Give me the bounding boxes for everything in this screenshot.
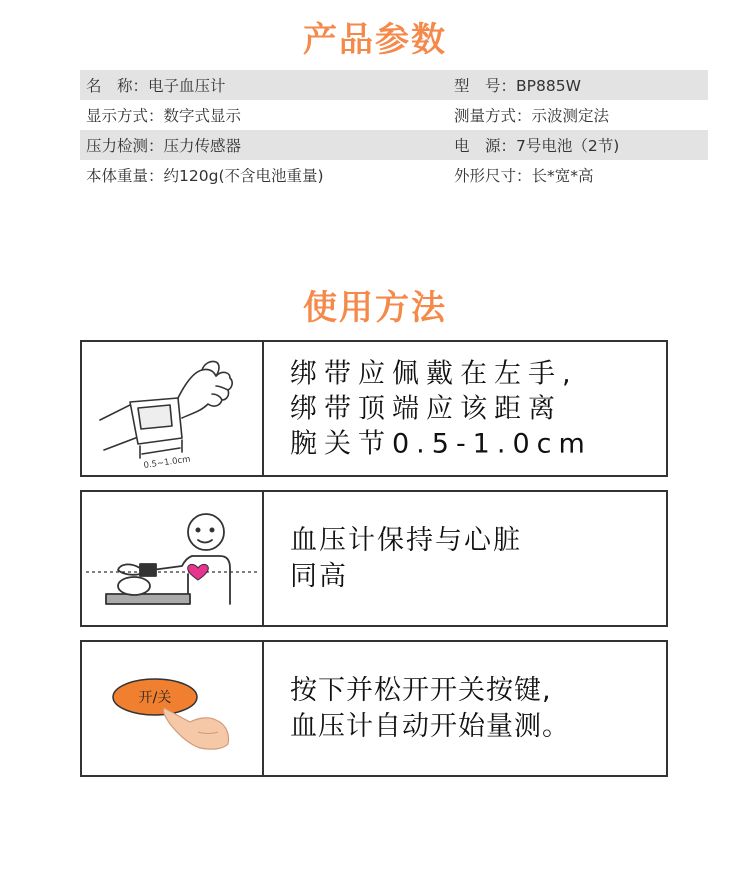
spec-label: 显示方式： <box>86 107 164 125</box>
step-2-text: 血压计保持与心脏 同高 <box>290 524 522 592</box>
step-3-box <box>80 640 668 777</box>
heart-level-illustration <box>82 492 264 625</box>
spec-value: 示波测定法 <box>531 107 610 125</box>
spec-label: 压力检测： <box>86 137 164 155</box>
spec-value: BP885W <box>516 77 581 95</box>
params-title: 产品参数 <box>303 20 447 60</box>
step-1-box <box>80 340 668 477</box>
spec-value: 压力传感器 <box>163 137 242 155</box>
step-1-text: 绑带应佩戴在左手, 绑带顶端应该距离 腕关节0.5-1.0cm <box>290 358 592 459</box>
wrist-cuff-illustration <box>82 342 264 475</box>
spec-label: 型 号： <box>454 77 517 95</box>
spec-value: 约120g(不含电池重量) <box>163 167 324 185</box>
heart-icon <box>188 564 209 580</box>
spec-row <box>80 70 708 100</box>
spec-row <box>80 160 708 190</box>
step-3-text: 按下并松开开关按键, 血压计自动开始量测。 <box>290 674 570 742</box>
power-button-illustration <box>82 642 264 775</box>
spec-label: 本体重量： <box>86 167 164 185</box>
spec-value: 电子血压计 <box>148 77 226 95</box>
distance-label: 0.5~1.0cm <box>143 454 192 471</box>
spec-table <box>80 70 708 190</box>
spec-row <box>80 130 708 160</box>
spec-label: 名 称： <box>86 77 149 95</box>
spec-label: 外形尺寸： <box>454 167 532 185</box>
spec-value: 7号电池（2节) <box>516 137 620 155</box>
spec-label: 电 源： <box>454 137 517 155</box>
usage-title: 使用方法 <box>303 288 447 328</box>
step-2-box <box>80 490 668 627</box>
power-button-label: 开/关 <box>138 690 172 706</box>
spec-value: 长*宽*高 <box>531 167 594 185</box>
spec-value: 数字式显示 <box>163 107 242 125</box>
spec-row <box>80 100 708 130</box>
finger-icon <box>163 708 228 749</box>
spec-label: 测量方式： <box>454 107 532 125</box>
